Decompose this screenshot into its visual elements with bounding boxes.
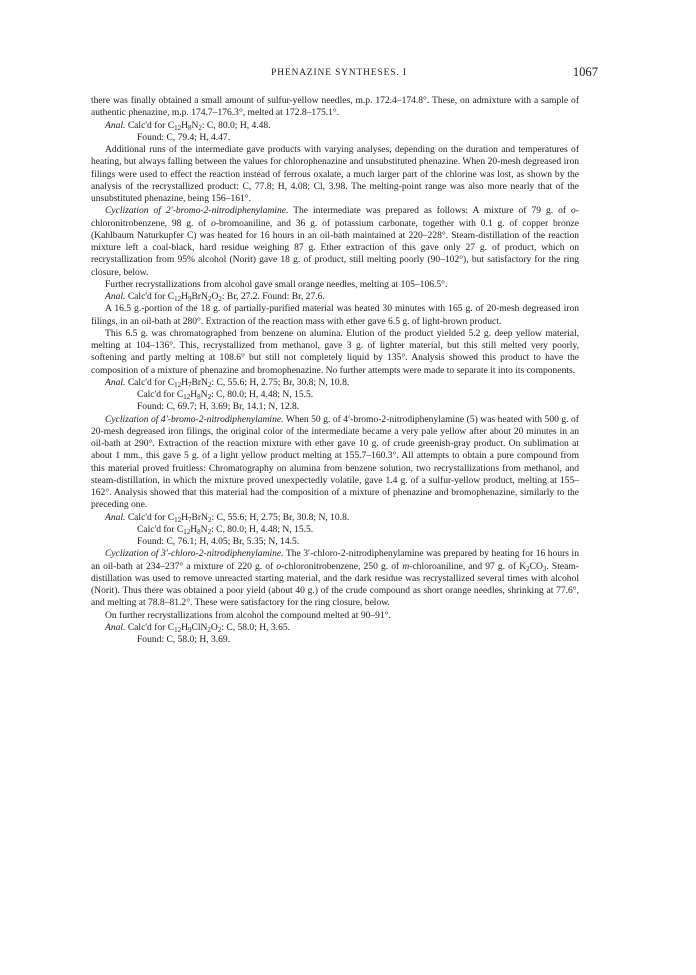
sub-7: 7 — [187, 515, 192, 524]
analysis-found: Found: C, 76.1; H, 4.05; Br, 5.35; N, 14.5. — [137, 536, 300, 547]
calc-values: : C, 80.0; H, 4.48; N, 15.5. — [211, 389, 314, 400]
paragraph-additional-runs: Additional runs of the intermediate gave products with varying analyses, depending on the duration and temperatures of heating, but always falling between the values for chlorophenazine and unsubstituted phenazine. When 20-mesh degreased iron filings were used to effect the reaction instead of ferrous oxalate, a much larger part of the chlorine was lost, as shown by the analysis of the recrystallized product: C, 77.8; H, 4.08; Cl, 3.98. The melting-point range was also more nearly that of the unsubstituted phenazine, being 156–161°. — [91, 144, 579, 204]
sub-2: 2 — [217, 625, 222, 634]
sub-2: 2 — [207, 527, 212, 536]
calc-prefix: Calc'd for C — [127, 376, 175, 388]
formula-h: H — [181, 119, 188, 131]
analysis-found: Found: C, 79.4; H, 4.47. — [137, 131, 231, 143]
text-run: When 50 g. of 4′-bromo-2-nitrodiphenylamine (5) was heated with 500 g. of 20-mesh degreased iron filings, the original color of the intermediate became a very pale yellow after about 20 minutes in an oil-bath at 290°. Extraction of the reaction mixture with ether gave 10 g. of crude greenish-gray product. On sublimation at about 1 mm., this gave 5 g. of a light yellow product melting at 155.7–160.3°. All attempts to obtain a pure compound from this material proved fruitless: Chromatography on alumina from benzene solution, two recrystallizations from methanol, and steam-distillation, in which the mixture proved unexpectedly volatile, gave 1.4 g. of a sulfur-yellow product, melting at 155–162°. Analysis showed that this material had the composition of a mixture of phenazine and bromophenazine, similarly to the preceding one. — [91, 413, 579, 511]
formula-h: H — [181, 511, 188, 523]
text-run: . Steam-distillation was used to remove unreacted starting material, and the dark residue was recrystallized several times with alcohol (Norit). Thus there was obtained a poor yield (about 40 g.) of the crude compound as short orange needles, shrinking at 77.6°, and melting at 78.8–81.2°. These were satisfactory for the ring closure, below. — [91, 560, 579, 609]
text-run: -chloronitrobenzene, 250 g. of — [281, 560, 403, 572]
analysis-calc — [91, 377, 579, 389]
formula-h: H — [190, 389, 198, 400]
formula-n: N — [200, 523, 208, 535]
section-title: Cyclization of 4′-bromo-2-nitrodiphenylamine. — [105, 413, 284, 425]
section-title: Cyclization of 2′-bromo-2-nitrodiphenylamine. — [105, 205, 289, 217]
text-run: m — [402, 560, 410, 572]
analysis-calc — [91, 512, 579, 524]
analysis-calc — [91, 524, 579, 536]
analysis-calc — [91, 291, 579, 303]
text-run: CO — [529, 560, 543, 572]
sub-12: 12 — [174, 625, 182, 634]
page-header — [80, 66, 598, 82]
text-run: The intermediate was prepared as follows: A mixture of 79 g. of — [288, 205, 572, 217]
calc-prefix: Calc'd for C — [137, 389, 184, 400]
paragraph-recrystallization: Further recrystallizations from alcohol gave small orange needles, melting at 105–106.5°. — [105, 278, 448, 290]
sub-8: 8 — [197, 527, 201, 536]
sub-12: 12 — [174, 123, 182, 132]
text-run: o — [211, 217, 216, 229]
paragraph-cyclization-3-chloro — [91, 548, 579, 609]
running-head: PHENAZINE SYNTHESES. I — [271, 68, 407, 78]
analysis-calc — [91, 622, 579, 634]
section-title: Cyclization of 3′-chloro-2-nitrodiphenylamine. — [105, 548, 284, 560]
sub-2: 2 — [218, 295, 222, 303]
formula-o: O — [211, 291, 219, 302]
page-number: 1067 — [572, 65, 598, 79]
text-run: -chloronitrobenzene, 98 g. of — [91, 205, 579, 229]
sub-2: 2 — [198, 123, 202, 132]
formula-h: H — [181, 621, 188, 633]
sub-2: 2 — [207, 393, 212, 401]
sub-2: 2 — [207, 380, 212, 389]
article-body — [91, 95, 579, 646]
sub-12: 12 — [174, 515, 182, 524]
calc-values: : C, 58.0; H, 3.65. — [221, 621, 291, 633]
analysis-calc — [91, 120, 579, 132]
sub-12: 12 — [183, 527, 191, 536]
sub-9: 9 — [187, 625, 192, 634]
analysis-found: Found: C, 69.7; H, 3.69; Br, 14.1; N, 12.8. — [137, 401, 300, 413]
text-run: o — [571, 205, 576, 217]
analysis-label: Anal. — [105, 621, 126, 633]
paragraph-cyclization-2-bromo — [91, 205, 579, 279]
sub-12: 12 — [183, 393, 191, 401]
text-run: The 3′-chloro-2-nitrodiphenylamine was prepared by heating for 16 hours in an oil-bath at 234–237° a mixture of 220 g. of — [91, 548, 579, 572]
formula-brn: BrN — [191, 376, 208, 388]
formula-o: O — [210, 621, 218, 633]
paragraph-continuation: there was finally obtained a small amount of sulfur-yellow needles, m.p. 172.4–174.8°. These, on admixture with a sample of authentic phenazine, m.p. 174.7–176.3°, melted at 172.8–175.1°. — [91, 95, 579, 119]
analysis-label: Anal. — [105, 511, 126, 523]
text-run: o — [276, 560, 282, 572]
sub-2: 2 — [207, 625, 211, 634]
sub-8: 8 — [187, 123, 192, 132]
sub-12: 12 — [174, 380, 182, 389]
paragraph-iron-filings: A 16.5 g.-portion of the 18 g. of partially-purified material was heated 30 minutes with 165 g. of 20-mesh degreased iron filings, in an oil-bath at 280°. Extraction of the reaction mass with ether gave 6.5 g. of light-brown product. — [91, 303, 579, 327]
paragraph-further-recrystallization: On further recrystallizations from alcohol the compound melted at 90–91°. — [105, 609, 391, 621]
calc-prefix: Calc'd for C — [127, 621, 175, 633]
sub-2: 2 — [207, 515, 212, 524]
calc-values: : C, 80.0; H, 4.48; N, 15.5. — [211, 523, 314, 535]
analysis-label: Anal. — [105, 376, 126, 388]
analysis-found: Found: C, 58.0; H, 3.69. — [137, 634, 231, 645]
calc-prefix: Calc'd for C — [127, 511, 175, 523]
analysis-calc — [91, 389, 579, 401]
calc-values: : C, 80.0; H, 4.48. — [201, 119, 271, 131]
calc-values: : C, 55.6; H, 2.75; Br, 30.8; N, 10.8. — [211, 511, 350, 523]
calc-prefix: Calc'd for C — [127, 291, 175, 302]
calc-prefix: Calc'd for C — [127, 119, 175, 131]
calc-values: : Br, 27.2. Found: Br, 27.6. — [221, 291, 325, 302]
formula-h: H — [190, 523, 198, 535]
formula-n: N — [191, 119, 199, 131]
sub-9: 9 — [187, 295, 192, 303]
text-run: -chloroaniline, and 97 g. of K — [409, 560, 527, 572]
sub-7: 7 — [187, 380, 192, 389]
text-run: -bromoaniline, and 36 g. of potassium carbonate, together with 0.1 g. of copper bronze (Kahlbaum Naturkupfer C) was heated for 16 hours in an oil-bath maintained at 220–228°. Steam-distillation of the reaction mixture left a coal-black, hard residue weighing 87 g. Ether extraction of this gave only 27 g. of product, which on recrystallization from 95% alcohol (Norit) gave 18 g. of product, still melting poorly (90–102°), but satisfactory for the ring closure, below. — [91, 217, 579, 278]
formula-h: H — [181, 291, 188, 302]
sub-3: 3 — [542, 564, 547, 573]
sub-2: 2 — [207, 295, 212, 303]
formula-brn: BrN — [191, 511, 208, 523]
analysis-label: Anal. — [105, 291, 126, 302]
sub-8: 8 — [197, 393, 201, 401]
analysis-label: Anal. — [105, 119, 126, 131]
paragraph-chromatography: This 6.5 g. was chromatographed from benzene on alumina. Elution of the product yielded 5.2 g. deep yellow material, melting at 104–136°. This, recrystallized from methanol, gave 3 g. of lighter material, but this still melted very poorly, softening and partly melting at 108.6° but still not completely liquid by 135°. Analysis showed this product to have the composition of a mixture of phenazine and bromophenazine. No further attempts were made to separate it into its components. — [91, 327, 579, 376]
paragraph-cyclization-4-bromo — [91, 414, 579, 512]
calc-prefix: Calc'd for C — [137, 523, 184, 535]
formula-h: H — [181, 376, 188, 388]
calc-values: : C, 55.6; H, 2.75; Br, 30.8; N, 10.8. — [211, 376, 350, 388]
sub-12: 12 — [174, 295, 182, 303]
formula-n: N — [200, 389, 208, 400]
sub-2: 2 — [526, 564, 530, 573]
formula-brn: BrN — [191, 291, 208, 302]
formula-cln: ClN — [191, 621, 208, 633]
